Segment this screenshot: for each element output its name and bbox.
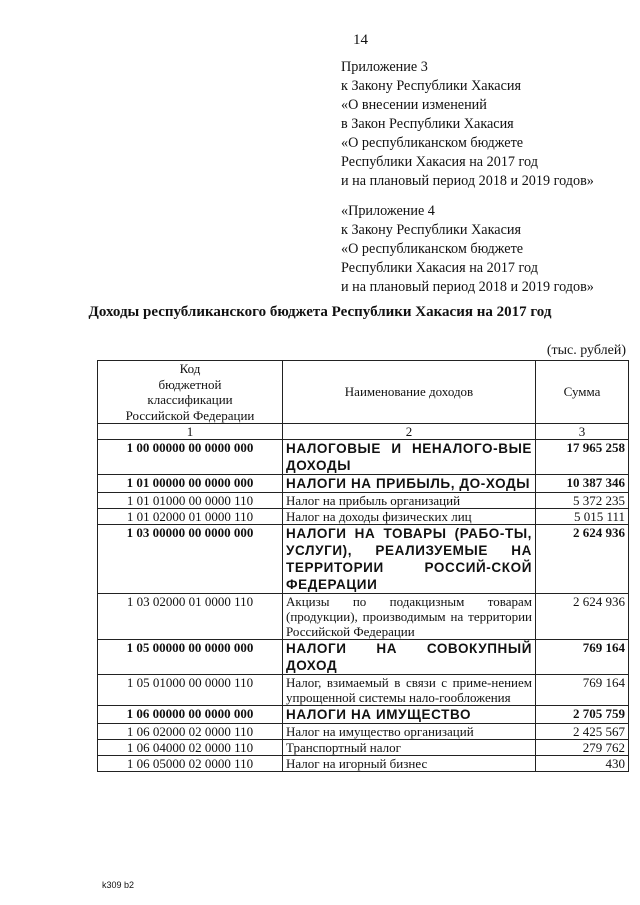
row-code: 1 06 04000 02 0000 110 bbox=[98, 740, 283, 756]
table-row bbox=[98, 475, 629, 493]
row-name: Налог на прибыль организаций bbox=[283, 493, 536, 509]
table-row bbox=[98, 675, 629, 706]
row-name: Транспортный налог bbox=[283, 740, 536, 756]
column-number: 3 bbox=[536, 424, 629, 440]
row-sum: 17 965 258 bbox=[536, 440, 629, 475]
appendix-line: и на плановый период 2018 и 2019 годов» bbox=[341, 279, 594, 295]
table-row bbox=[98, 706, 629, 724]
units-label: (тыс. рублей) bbox=[546, 343, 626, 358]
row-code: 1 06 00000 00 0000 000 bbox=[98, 706, 283, 724]
header-name: Наименование доходов bbox=[283, 361, 536, 424]
table-row bbox=[98, 594, 629, 640]
table-header-row bbox=[98, 361, 629, 424]
row-sum: 2 425 567 bbox=[536, 724, 629, 740]
row-sum: 769 164 bbox=[536, 640, 629, 675]
row-code: 1 05 00000 00 0000 000 bbox=[98, 640, 283, 675]
appendix-original-header bbox=[341, 202, 594, 297]
income-table bbox=[97, 360, 629, 772]
row-name: Налог на игорный бизнес bbox=[283, 756, 536, 772]
appendix-line: «О республиканском бюджете bbox=[341, 135, 524, 151]
row-sum: 2 624 936 bbox=[536, 594, 629, 640]
row-sum: 5 372 235 bbox=[536, 493, 629, 509]
appendix-line: «О внесении изменений bbox=[341, 97, 487, 113]
table-row bbox=[98, 525, 629, 594]
row-name: НАЛОГИ НА СОВОКУПНЫЙ ДОХОД bbox=[283, 640, 536, 675]
row-code: 1 03 02000 01 0000 110 bbox=[98, 594, 283, 640]
appendix-line: «Приложение 4 bbox=[341, 203, 435, 219]
table-row bbox=[98, 440, 629, 475]
row-code: 1 05 01000 00 0000 110 bbox=[98, 675, 283, 706]
row-name: Акцизы по подакцизным товарам (продукции), производимым на территории Российской Федерации bbox=[283, 594, 536, 640]
table-row bbox=[98, 756, 629, 772]
appendix-line: Республики Хакасия на 2017 год bbox=[341, 260, 538, 276]
document-title: Доходы республиканского бюджета Республики Хакасия на 2017 год bbox=[88, 304, 552, 320]
appendix-line: Приложение 3 bbox=[341, 59, 428, 75]
appendix-line: Республики Хакасия на 2017 год bbox=[341, 154, 538, 170]
row-code: 1 03 00000 00 0000 000 bbox=[98, 525, 283, 594]
table-row bbox=[98, 640, 629, 675]
row-sum: 430 bbox=[536, 756, 629, 772]
appendix-line: «О республиканском бюджете bbox=[341, 241, 524, 257]
header-code: Код бюджетной классификации Российской Федерации bbox=[98, 361, 283, 424]
appendix-line: к Закону Республики Хакасия bbox=[341, 78, 521, 94]
row-sum: 279 762 bbox=[536, 740, 629, 756]
row-code: 1 01 01000 00 0000 110 bbox=[98, 493, 283, 509]
row-code: 1 01 00000 00 0000 000 bbox=[98, 475, 283, 493]
row-name: Налог на доходы физических лиц bbox=[283, 509, 536, 525]
income-table-body bbox=[98, 440, 629, 772]
row-name: Налог, взимаемый в связи с приме-нением упрощенной системы нало-гообложения bbox=[283, 675, 536, 706]
row-code: 1 00 00000 00 0000 000 bbox=[98, 440, 283, 475]
table-row bbox=[98, 509, 629, 525]
row-name: НАЛОГИ НА ИМУЩЕСТВО bbox=[283, 706, 536, 724]
table-row bbox=[98, 724, 629, 740]
table-row bbox=[98, 493, 629, 509]
row-name: НАЛОГИ НА ТОВАРЫ (РАБО-ТЫ, УСЛУГИ), РЕАЛИЗУЕМЫЕ НА ТЕРРИТОРИИ РОССИЙ-СКОЙ ФЕДЕРАЦИИ bbox=[283, 525, 536, 594]
column-number-row bbox=[98, 424, 629, 440]
row-sum: 10 387 346 bbox=[536, 475, 629, 493]
header-sum: Сумма bbox=[536, 361, 629, 424]
row-sum: 769 164 bbox=[536, 675, 629, 706]
appendix-line: в Закон Республики Хакасия bbox=[341, 116, 514, 132]
row-name: НАЛОГОВЫЕ И НЕНАЛОГО-ВЫЕ ДОХОДЫ bbox=[283, 440, 536, 475]
row-code: 1 06 02000 02 0000 110 bbox=[98, 724, 283, 740]
row-sum: 2 624 936 bbox=[536, 525, 629, 594]
row-code: 1 01 02000 01 0000 110 bbox=[98, 509, 283, 525]
row-sum: 2 705 759 bbox=[536, 706, 629, 724]
column-number: 1 bbox=[98, 424, 283, 440]
column-number: 2 bbox=[283, 424, 536, 440]
row-name: Налог на имущество организаций bbox=[283, 724, 536, 740]
row-code: 1 06 05000 02 0000 110 bbox=[98, 756, 283, 772]
table-row bbox=[98, 740, 629, 756]
row-sum: 5 015 111 bbox=[536, 509, 629, 525]
footer-code: k309 b2 bbox=[102, 880, 135, 890]
appendix-line: и на плановый период 2018 и 2019 годов» bbox=[341, 173, 594, 189]
appendix-current-header bbox=[341, 58, 594, 191]
appendix-line: к Закону Республики Хакасия bbox=[341, 222, 521, 238]
page-number: 14 bbox=[353, 32, 368, 48]
row-name: НАЛОГИ НА ПРИБЫЛЬ, ДО-ХОДЫ bbox=[283, 475, 536, 493]
